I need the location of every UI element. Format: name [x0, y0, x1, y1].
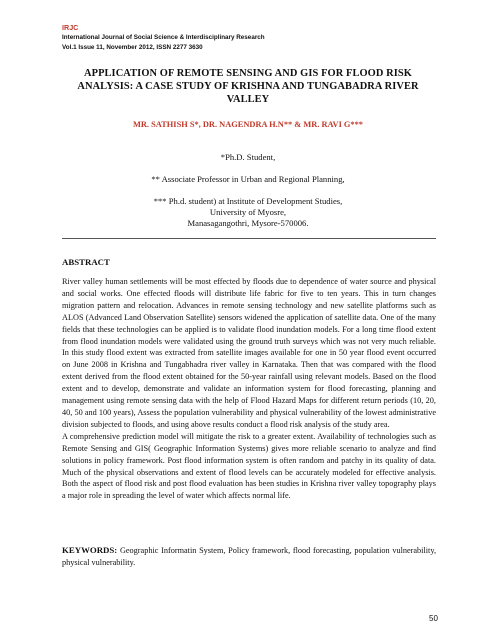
affiliation-2: ** Associate Professor in Urban and Regional Planning,	[151, 174, 345, 184]
abstract-paragraph-1: River valley human settlements will be most effected by floods due to dependence of water source and physical and social works. One effected floods will distribute life fabric for five to ten years. This in turn changes migration pattern and relocation. Advances in remote sensing technology and new satellite platforms such as ALOS (Advanced Land Observation Satellite) sensors widened the application of satellite data. One of the many fields that these technologies can be applied is to validate flood inundation models. For a long time flood extent from flood inundation models were validated using the ground truth surveys which was not very much reliable. In this study flood extent was extracted from satellite images available for one in 50 year flood event occurred on June 2008 in Krishna and Tungabhadra river valley in Karnataka. Then that was compared with the flood extent derived from the flood extent obtained for the 50-year rainfall using relevant models. Based on the flood extent and to develop, demonstrate and validate an information system for flood forecasting, planning and management using remote sensing data with the help of Flood Hazard Maps for different return periods (10, 20, 40, 50 and 100 years), Assess the population vulnerability and physical vulnerability of the lowest administrative division subjected to floods, and using above results conduct a flood risk analysis of the study area.	[62, 277, 436, 429]
journal-name: International Journal of Social Science & Interdisciplinary Research	[62, 34, 265, 41]
abstract-paragraph-2: A comprehensive prediction model will mitigate the risk to a greater extent. Availability of technologies such as Remote Sensing and GIS( Geographic Information Systems) gives more reliable scenario to analyze and find solutions in policy framework. Post flood information system is often random and patchy in its quality of data. Much of the physical observations and extent of flood levels can be accurately modeled for effective analysis. Both the aspect of flood risk and post flood evaluation has been studies in Krishna river valley topography plays a major role in spreading the level of water which affects normal life.	[62, 431, 436, 501]
journal-issue: Vol.1 Issue 11, November 2012, ISSN 2277 3630	[62, 44, 203, 51]
abstract-heading: ABSTRACT	[62, 257, 110, 267]
affiliation-1: *Ph.D. Student,	[220, 152, 276, 162]
affiliation-3-line2: University of Myosre,	[209, 207, 287, 217]
paper-title: APPLICATION OF REMOTE SENSING AND GIS FOR FLOOD RISK ANALYSIS: A CASE STUDY OF KRISHNA AND TUNGABADRA RIVER VALLEY	[77, 68, 419, 105]
section-divider	[62, 238, 436, 239]
keywords-text: Geographic Informatin System, Policy framework, flood forecasting, population vulnerability, physical vulnerability.	[62, 546, 437, 567]
page-number: 50	[429, 614, 438, 623]
keywords-label: KEYWORDS:	[62, 545, 118, 555]
paper-authors: MR. SATHISH S*, DR. NAGENDRA H.N** & MR. RAVI G***	[132, 120, 363, 129]
affiliation-3-line1: *** Ph.d. student) at Institute of Development Studies,	[153, 196, 343, 206]
keywords-block	[62, 545, 436, 569]
journal-code: IRJC	[62, 23, 79, 32]
affiliation-3-line3: Manasagangothri, Mysore-570006.	[187, 218, 309, 228]
journal-header	[62, 23, 442, 53]
abstract-body	[62, 276, 436, 502]
